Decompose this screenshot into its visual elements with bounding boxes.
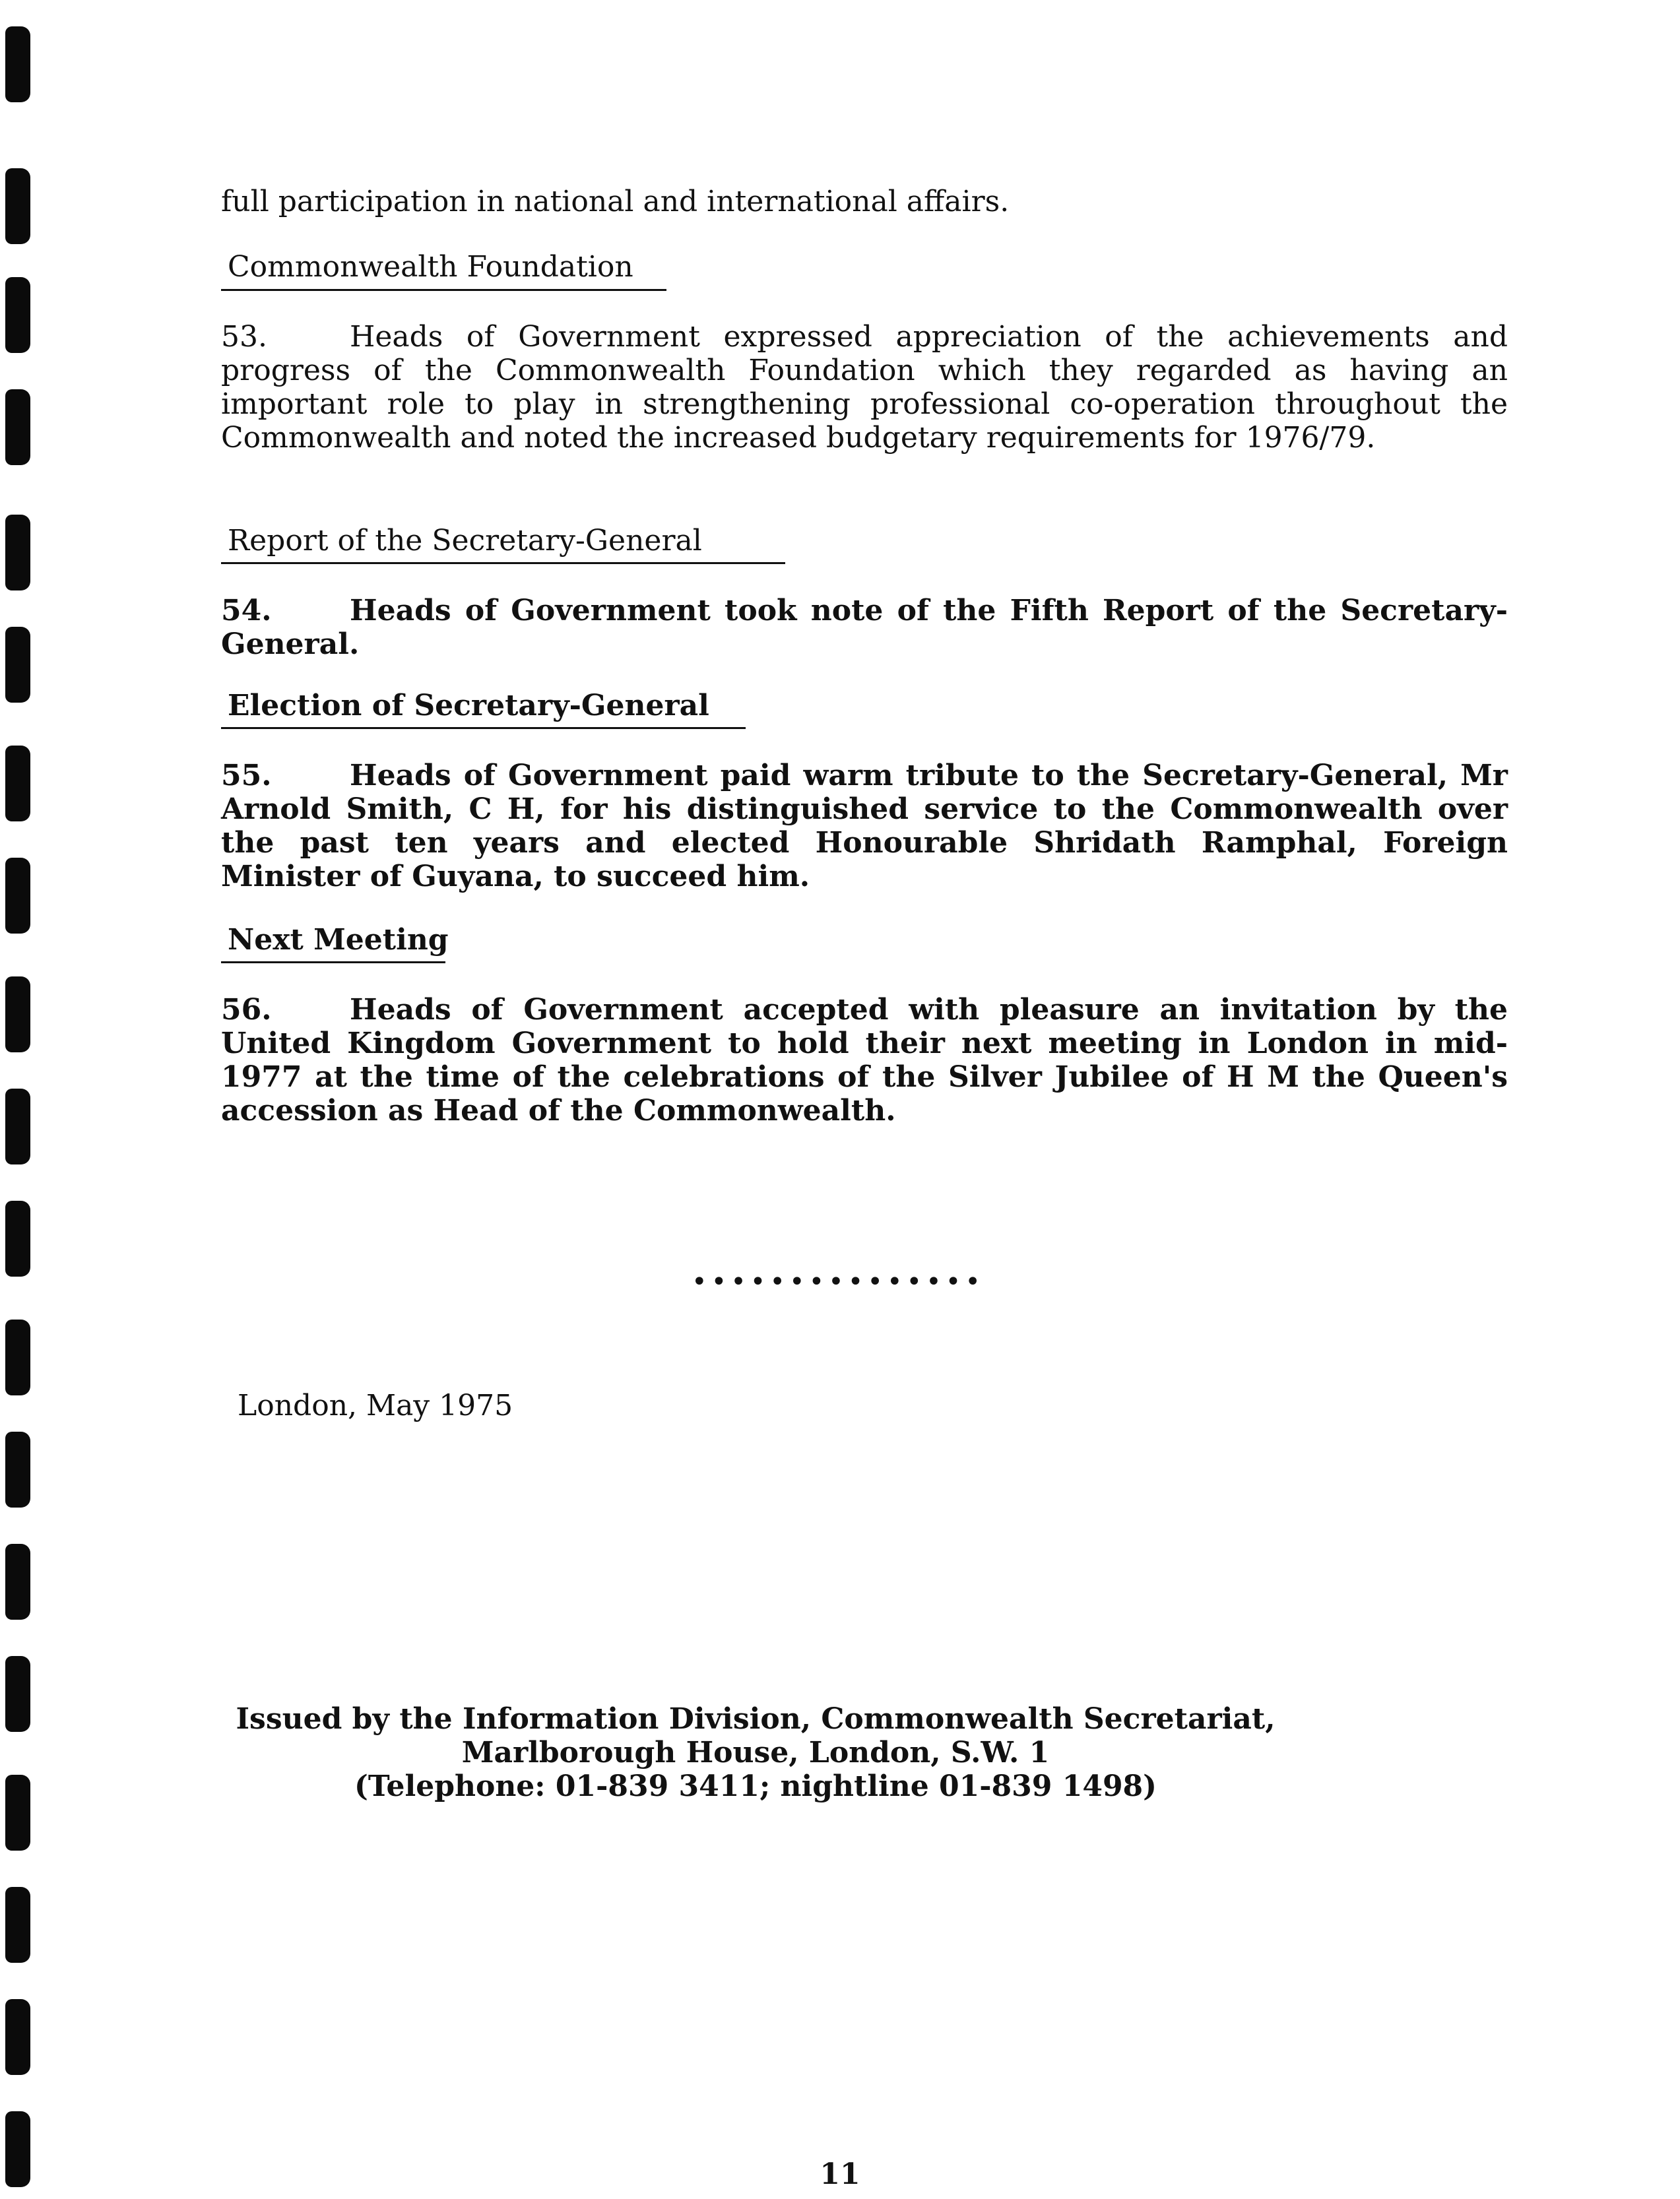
binding-hole bbox=[5, 1775, 30, 1851]
paragraph-56 bbox=[221, 993, 1508, 1128]
binding-hole bbox=[5, 1887, 30, 1963]
intro-line: full participation in national and international affairs. bbox=[221, 185, 1010, 218]
paragraph-text: Heads of Government accepted with pleasure an invitation by the United Kingdom Government to hold their next meeting in London in mid-1977 at the time of the celebrations of the Silver Jubilee of H M the Queen's accession as Head of the Commonwealth. bbox=[221, 993, 1508, 1128]
paragraph-text: Heads of Government took note of the Fifth Report of the Secretary-General. bbox=[221, 594, 1508, 661]
issuer-line: Issued by the Information Division, Commonwealth Secretariat, bbox=[236, 1702, 1276, 1736]
section-heading: Commonwealth Foundation bbox=[228, 250, 633, 284]
page-number: 11 bbox=[820, 2157, 860, 2191]
paragraph-number: 54. bbox=[221, 594, 272, 627]
paragraph-number: 55. bbox=[221, 759, 272, 792]
paragraph-number: 53. bbox=[221, 320, 267, 354]
binding-hole bbox=[5, 26, 30, 102]
binding-hole bbox=[5, 1089, 30, 1164]
paragraph-text: Heads of Government expressed appreciation of the achievements and progress of the Commonwealth Foundation which they regarded as having an important role to play in strengthening professional co-operation throughout the Commonwealth and noted the increased budgetary requirements for 1976/79. bbox=[221, 320, 1508, 455]
heading-underline bbox=[221, 727, 746, 729]
section-heading: Report of the Secretary-General bbox=[228, 524, 702, 558]
binding-hole bbox=[5, 168, 30, 244]
paragraph-55 bbox=[221, 759, 1508, 893]
issuer-block bbox=[221, 1702, 1290, 1803]
binding-hole bbox=[5, 858, 30, 934]
section-heading: Election of Secretary-General bbox=[228, 689, 709, 722]
issuer-line: Marlborough House, London, S.W. 1 bbox=[461, 1736, 1050, 1769]
paragraph-53 bbox=[221, 320, 1508, 455]
section-heading: Next Meeting bbox=[228, 923, 449, 957]
issuer-line: (Telephone: 01-839 3411; nightline 01-839 1498) bbox=[354, 1769, 1157, 1803]
heading-underline bbox=[221, 961, 445, 963]
paragraph-number: 56. bbox=[221, 993, 272, 1027]
binding-hole bbox=[5, 1999, 30, 2075]
paragraph-text: Heads of Government paid warm tribute to the Secretary-General, Mr Arnold Smith, C H, for his distinguished service to the Commonwealth over the past ten years and elected Honourable Shridath Ramphal, Foreign Minister of Guyana, to succeed him. bbox=[221, 759, 1508, 893]
place-and-date: London, May 1975 bbox=[238, 1389, 513, 1422]
binding-hole bbox=[5, 389, 30, 465]
heading-underline bbox=[221, 289, 666, 291]
binding-holes bbox=[0, 0, 40, 2199]
paragraph-54 bbox=[221, 594, 1508, 661]
binding-hole bbox=[5, 1656, 30, 1732]
binding-hole bbox=[5, 976, 30, 1052]
binding-hole bbox=[5, 627, 30, 703]
binding-hole bbox=[5, 1320, 30, 1395]
binding-hole bbox=[5, 1201, 30, 1277]
binding-hole bbox=[5, 746, 30, 821]
binding-hole bbox=[5, 515, 30, 590]
separator-dots: ••••••••••••••• bbox=[692, 1267, 985, 1297]
binding-hole bbox=[5, 1544, 30, 1620]
heading-underline bbox=[221, 562, 785, 564]
binding-hole bbox=[5, 1432, 30, 1508]
binding-hole bbox=[5, 277, 30, 353]
